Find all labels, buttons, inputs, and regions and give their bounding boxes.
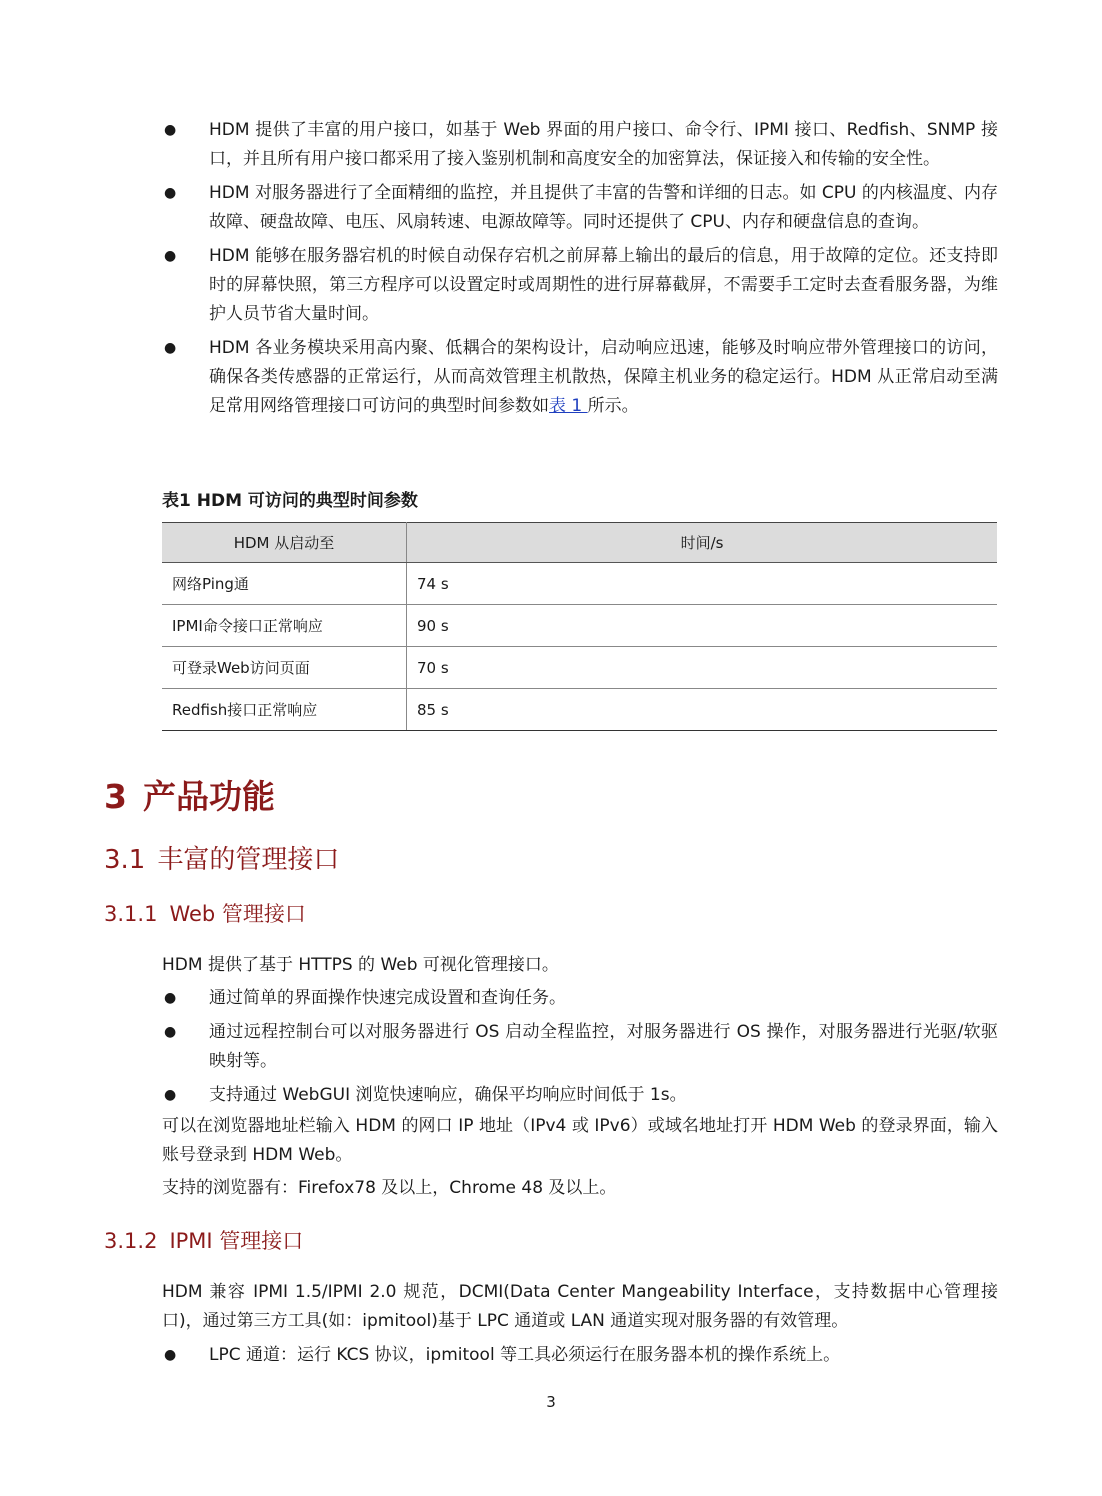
list-item-text: 通过远程控制台可以对服务器进行 OS 启动全程监控，对服务器进行 OS 操作，对服务器进行光驱/软驱映射等。 xyxy=(209,1022,998,1071)
subsection-number: 3.1.2 xyxy=(104,1229,158,1253)
bullet-icon: ● xyxy=(164,1024,177,1040)
table-cell: 74 s xyxy=(407,563,998,605)
page-number: 3 xyxy=(546,1393,556,1411)
list-item xyxy=(162,116,998,174)
list-item-text-tail: 所示。 xyxy=(587,396,639,416)
chapter-heading xyxy=(104,775,275,819)
table-row xyxy=(162,647,997,689)
table-cell: 70 s xyxy=(407,647,998,689)
table-cell: IPMI命令接口正常响应 xyxy=(162,605,407,647)
chapter-title: 产品功能 xyxy=(142,777,275,816)
list-item-text: 通过简单的界面操作快速完成设置和查询任务。 xyxy=(209,988,566,1008)
list-item xyxy=(162,179,998,237)
bullet-icon: ● xyxy=(164,185,177,201)
bullet-icon: ● xyxy=(164,990,177,1006)
table-cell: 85 s xyxy=(407,689,998,731)
timing-parameters-table xyxy=(162,522,997,731)
list-item xyxy=(162,1081,998,1110)
bullet-icon: ● xyxy=(164,340,177,356)
table-header-row xyxy=(162,523,997,563)
table-row xyxy=(162,563,997,605)
subsection-heading-ipmi xyxy=(104,1226,303,1256)
list-item-text: HDM 各业务模块采用高内聚、低耦合的架构设计，启动响应迅速，能够及时响应带外管理接口的访问，确保各类传感器的正常运行，从而高效管理主机散热，保障主机业务的稳定运行。HDM 从正常启动至满足常用网络管理接口可访问的典型时间参数如 xyxy=(209,338,998,416)
web-browser-paragraph: 支持的浏览器有：Firefox78 及以上，Chrome 48 及以上。 xyxy=(162,1178,617,1198)
column-header-time: 时间/s xyxy=(407,523,998,563)
ipmi-bullet-list xyxy=(162,1341,998,1375)
table-row xyxy=(162,605,997,647)
ipmi-intro-paragraph: HDM 兼容 IPMI 1.5/IPMI 2.0 规范，DCMI(Data Center Mangeability Interface，支持数据中心管理接口)，通过第三方工具(如：ipmitool)基于 LPC 通道或 LAN 通道实现对服务器的有效管理。 xyxy=(162,1282,998,1331)
bullet-icon: ● xyxy=(164,1087,177,1103)
table-row xyxy=(162,689,997,731)
chapter-number: 3 xyxy=(104,777,127,816)
list-item-text: 支持通过 WebGUI 浏览快速响应，确保平均响应时间低于 1s。 xyxy=(209,1085,687,1105)
subsection-title: IPMI 管理接口 xyxy=(169,1229,304,1253)
list-item xyxy=(162,1341,998,1370)
bullet-icon: ● xyxy=(164,1347,177,1363)
list-item-text: LPC 通道：运行 KCS 协议，ipmitool 等工具必须运行在服务器本机的操作系统上。 xyxy=(209,1345,841,1365)
subsection-title: Web 管理接口 xyxy=(169,902,306,926)
list-item-text: HDM 对服务器进行了全面精细的监控，并且提供了丰富的告警和详细的日志。如 CPU 的内核温度、内存故障、硬盘故障、电压、风扇转速、电源故障等。同时还提供了 CPU、内存和硬盘信息的查询。 xyxy=(209,183,998,232)
table-cell: 网络Ping通 xyxy=(162,563,407,605)
table-cell: Redfish接口正常响应 xyxy=(162,689,407,731)
list-item-text: HDM 能够在服务器宕机的时候自动保存宕机之前屏幕上输出的最后的信息，用于故障的定位。还支持即时的屏幕快照，第三方程序可以设置定时或周期性的进行屏幕截屏，不需要手工定时去查看服务器，为维护人员节省大量时间。 xyxy=(209,246,998,324)
list-item-text: HDM 提供了丰富的用户接口，如基于 Web 界面的用户接口、命令行、IPMI 接口、Redfish、SNMP 接口，并且所有用户接口都采用了接入鉴别机制和高度安全的加密算法，保证接入和传输的安全性。 xyxy=(209,120,998,169)
bullet-icon: ● xyxy=(164,122,177,138)
list-item xyxy=(162,1018,998,1076)
web-login-paragraph: 可以在浏览器地址栏输入 HDM 的网口 IP 地址（IPv4 或 IPv6）或域名地址打开 HDM Web 的登录界面，输入账号登录到 HDM Web。 xyxy=(162,1116,998,1165)
list-item xyxy=(162,334,998,421)
section-title: 丰富的管理接口 xyxy=(157,845,340,875)
table-caption: 表1 HDM 可访问的典型时间参数 xyxy=(162,491,418,511)
table-cell: 可登录Web访问页面 xyxy=(162,647,407,689)
bullet-icon: ● xyxy=(164,248,177,264)
web-bullet-list xyxy=(162,984,998,1115)
list-item xyxy=(162,984,998,1013)
table-1-link[interactable]: 表 1 xyxy=(549,396,588,416)
subsection-heading-web xyxy=(104,899,306,929)
list-item xyxy=(162,242,998,329)
web-intro-paragraph: HDM 提供了基于 HTTPS 的 Web 可视化管理接口。 xyxy=(162,955,559,975)
column-header-stage: HDM 从启动至 xyxy=(162,523,407,563)
table-cell: 90 s xyxy=(407,605,998,647)
section-heading xyxy=(104,842,339,878)
subsection-number: 3.1.1 xyxy=(104,902,158,926)
intro-bullet-list xyxy=(162,116,998,426)
section-number: 3.1 xyxy=(104,845,146,875)
